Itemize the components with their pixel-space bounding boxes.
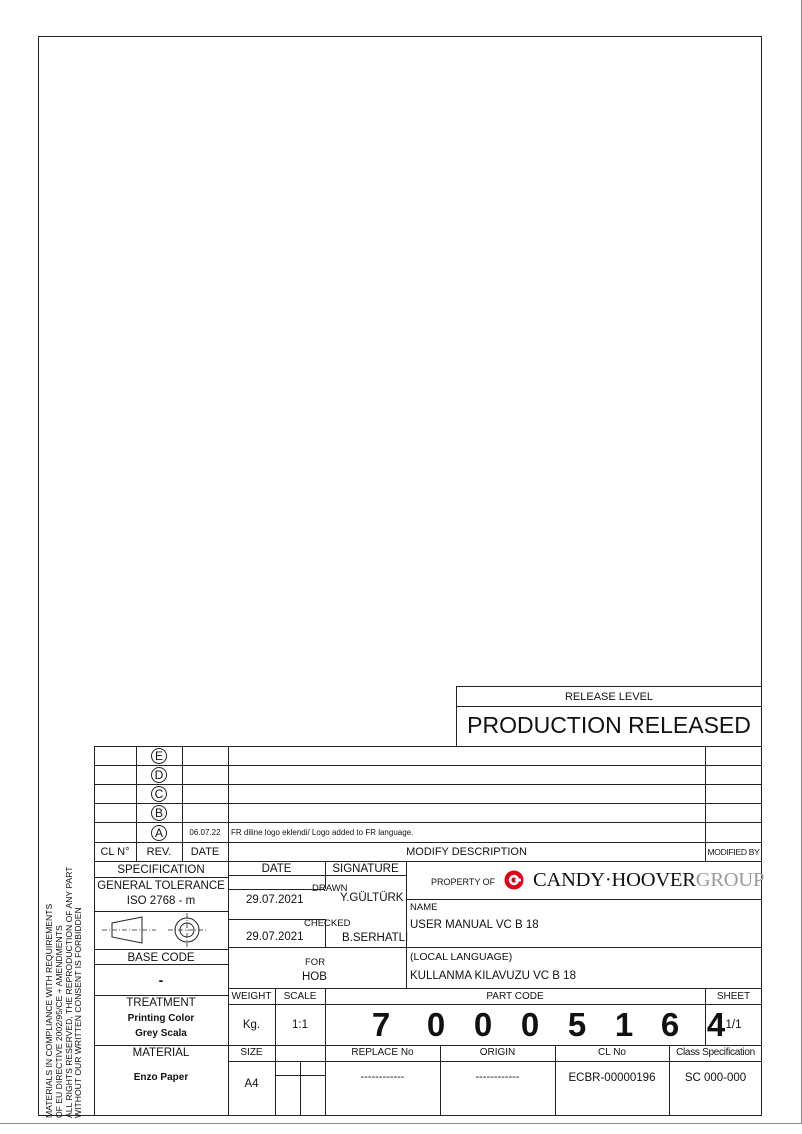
- revision-letter: A: [151, 825, 167, 841]
- origin-label: ORIGIN: [479, 1047, 516, 1058]
- part-code-label: PART CODE: [486, 991, 544, 1002]
- signature-header: SIGNATURE: [332, 863, 399, 875]
- treatment-label: TREATMENT: [126, 997, 196, 1009]
- projection-symbol-icon: [94, 911, 228, 949]
- revision-date: 06.07.22: [189, 828, 221, 837]
- part-code-digit: 1: [614, 1006, 634, 1043]
- property-of-label: PROPERTY OF: [431, 877, 496, 887]
- brand-name: [533, 870, 764, 891]
- header-date: DATE: [190, 846, 220, 858]
- checked-label: CHECKED: [304, 918, 351, 929]
- class-specification-label: Class Specification: [676, 1047, 755, 1058]
- for-label: FOR: [305, 957, 326, 968]
- local-language-label: (LOCAL LANGUAGE): [410, 951, 513, 963]
- revision-description: FR diline logo eklendi/ Logo added to FR language.: [231, 828, 414, 837]
- checked-date: 29.07.2021: [246, 931, 304, 943]
- treatment-line-1: Printing Color: [127, 1013, 195, 1024]
- material-value: Enzo Paper: [133, 1072, 189, 1083]
- revision-letter: E: [151, 748, 167, 764]
- size-value: A4: [244, 1078, 259, 1090]
- part-code-digit: 0: [520, 1006, 540, 1043]
- name-label: NAME: [410, 902, 438, 913]
- release-level-value: PRODUCTION RELEASED: [467, 712, 751, 738]
- side-note: OF EU DIRECTIVE 2002/95/CE + AMENDMENTS: [53, 925, 64, 1118]
- part-code-digit: 6: [660, 1006, 680, 1043]
- part-code-digit: 7: [371, 1006, 391, 1043]
- brand-main: CANDY·HOOVER: [533, 869, 696, 891]
- drawn-by: Y.GÜLTÜRK: [340, 892, 404, 904]
- revision-letter: B: [151, 805, 167, 821]
- cl-no-value: ECBR-00000196: [568, 1072, 656, 1084]
- general-tolerance-label: GENERAL TOLERANCE: [97, 880, 225, 892]
- drawn-label: DRAWN: [312, 883, 348, 894]
- sheet-value: 1/1: [725, 1019, 742, 1031]
- cl-no-label: CL No: [598, 1047, 626, 1058]
- replace-no-label: REPLACE No: [351, 1047, 414, 1058]
- revision-letter: D: [151, 767, 167, 783]
- side-notes: [45, 867, 84, 1119]
- part-code-digit: 0: [473, 1006, 493, 1043]
- replace-no-value: ------------: [360, 1071, 405, 1083]
- header-modify-description: MODIFY DESCRIPTION: [406, 846, 527, 858]
- part-code-digit: 5: [567, 1006, 587, 1043]
- weight-value: Kg.: [242, 1019, 261, 1031]
- local-language-value: KULLANMA KILAVUZU VC B 18: [410, 970, 576, 982]
- treatment-line-2: Grey Scala: [135, 1028, 187, 1039]
- name-value: USER MANUAL VC B 18: [410, 919, 539, 931]
- scale-value: 1:1: [292, 1019, 308, 1031]
- date-header: DATE: [261, 863, 292, 875]
- header-cl-no: CL N°: [100, 846, 130, 858]
- checked-by: B.SERHATLI: [342, 932, 409, 944]
- release-level-label: RELEASE LEVEL: [564, 691, 654, 703]
- general-tolerance-value: ISO 2768 - m: [126, 895, 196, 907]
- part-code-digit: 0: [426, 1006, 446, 1043]
- revision-letter: C: [151, 786, 167, 802]
- size-label: SIZE: [240, 1047, 263, 1058]
- for-value: HOB: [302, 971, 327, 983]
- origin-value: ------------: [475, 1071, 520, 1083]
- part-code-digit: 4: [706, 1006, 726, 1043]
- sheet-label: SHEET: [716, 991, 751, 1002]
- base-code-value: -: [158, 972, 164, 988]
- side-note: ALL RIGHTS RESERVED, THE REPRODUCTION OF ANY PART: [63, 866, 74, 1118]
- material-label: MATERIAL: [132, 1047, 190, 1059]
- side-note: WITHOUT OUR WRITTEN CONSENT IS FORBIDDEN: [73, 907, 84, 1118]
- specification-header: SPECIFICATION: [117, 864, 205, 876]
- drawn-date: 29.07.2021: [246, 894, 304, 906]
- header-rev: REV.: [146, 846, 172, 858]
- weight-label: WEIGHT: [231, 991, 272, 1002]
- candy-hoover-logo-icon: [504, 870, 524, 890]
- side-note: MATERIALS IN COMPLIANCE WITH REQUIREMENTS: [44, 903, 54, 1118]
- header-modified-by: MODIFIED BY: [707, 847, 760, 857]
- scale-label: SCALE: [283, 991, 317, 1002]
- brand-suffix: GROUP: [695, 869, 765, 891]
- class-specification-value: SC 000-000: [684, 1072, 747, 1084]
- base-code-label: BASE CODE: [127, 952, 195, 964]
